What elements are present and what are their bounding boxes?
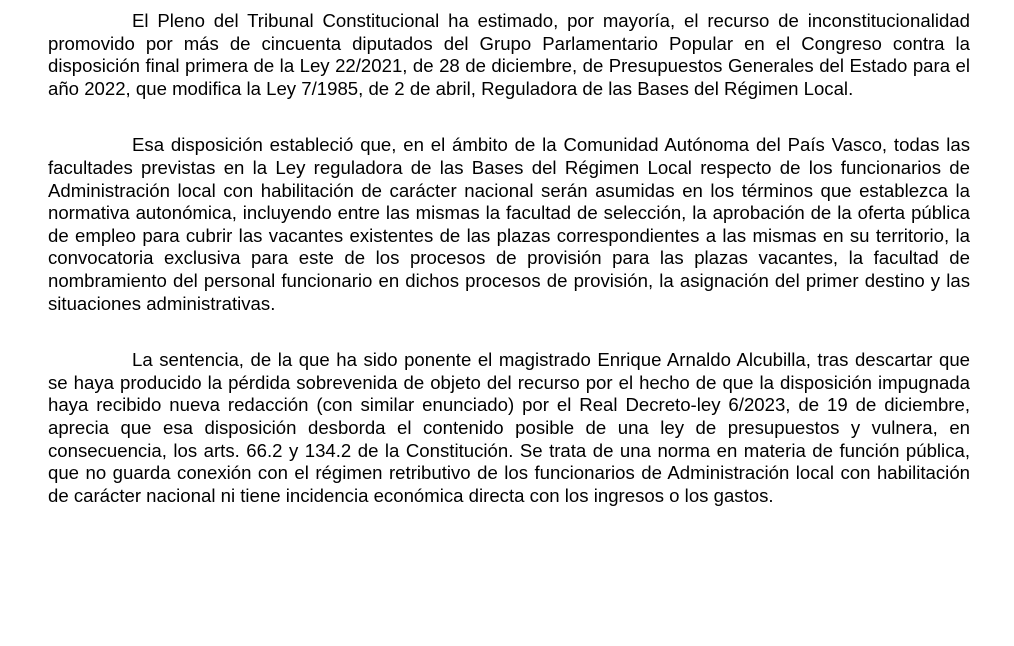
paragraph-provision: Esa disposición estableció que, en el ámbito de la Comunidad Autónoma del País Vasco, todas las facultades previstas en la Ley reguladora de las Bases del Régimen Local respecto de los funcionarios de Administración local con habilitación de carácter nacional serán asumidas en los términos que establezca la normativa autonómica, incluyendo entre las mismas la facultad de selección, la aprobación de la oferta pública de empleo para cubrir las vacantes existentes de las plazas correspondientes a las mismas en su territorio, la convocatoria exclusiva para este de los procesos de provisión para las plazas vacantes, la facultad de nombramiento del personal funcionario en dichos procesos de provisión, la asignación del primer destino y las situaciones administrativas. (48, 134, 970, 314)
paragraph-judgment: La sentencia, de la que ha sido ponente el magistrado Enrique Arnaldo Alcubilla, tras descartar que se haya producido la pérdida sobrevenida de objeto del recurso por el hecho de que la disposición impugnada haya recibido nueva redacción (con similar enunciado) por el Real Decreto-ley 6/2023, de 19 de diciembre, aprecia que esa disposición desborda el contenido posible de una ley de presupuestos y vulnera, en consecuencia, los arts. 66.2 y 134.2 de la Constitución. Se trata de una norma en materia de función pública, que no guarda conexión con el régimen retributivo de los funcionarios de Administración local con habilitación de carácter nacional ni tiene incidencia económica directa con los ingresos o los gastos. (48, 349, 970, 506)
paragraph-ruling: El Pleno del Tribunal Constitucional ha estimado, por mayoría, el recurso de inconstitucionalidad promovido por más de cincuenta diputados del Grupo Parlamentario Popular en el Congreso contra la disposición final primera de la Ley 22/2021, de 28 de diciembre, de Presupuestos Generales del Estado para el año 2022, que modifica la Ley 7/1985, de 2 de abril, Reguladora de las Bases del Régimen Local. (48, 10, 970, 99)
document-body (48, 10, 970, 507)
